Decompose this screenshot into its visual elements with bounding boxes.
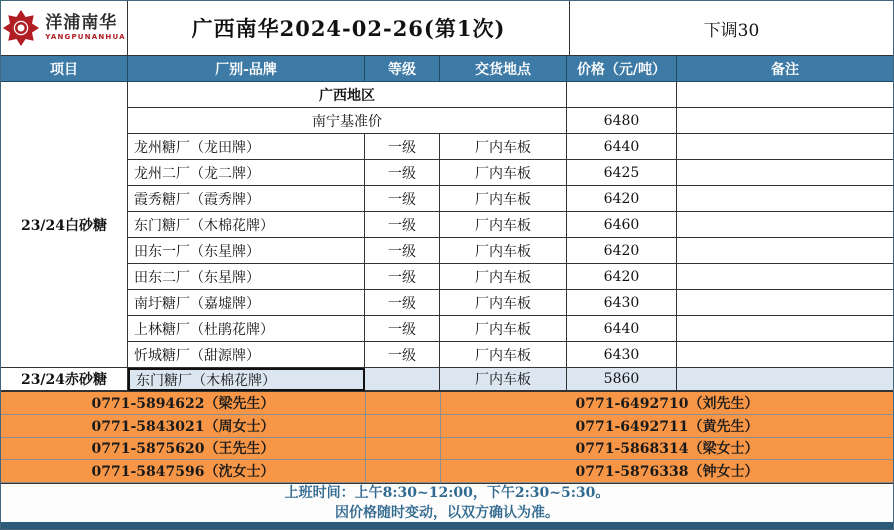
- delivery-cell: 厂内车板: [440, 342, 567, 368]
- contact-spacer: [366, 460, 441, 483]
- region-row-price: [567, 82, 677, 108]
- contact-phone-left: 0771-5894622（梁先生）: [1, 392, 366, 415]
- category-brown-sugar: 23/24赤砂糖: [1, 368, 128, 391]
- price-table: [1, 56, 893, 392]
- working-hours: 上班时间：上午8:30~12:00，下午2:30~5:30。: [284, 485, 610, 501]
- benchmark-price: 6480: [567, 108, 677, 134]
- factory-brand-cell: 南圩糖厂（嘉墟牌）: [128, 290, 365, 316]
- grade-cell: 一级: [365, 134, 440, 160]
- remark-cell: [677, 342, 893, 368]
- benchmark-label: 南宁基准价: [128, 108, 567, 134]
- logo-text: [45, 15, 126, 41]
- factory-brand-cell: 上林糖厂（杜鹃花牌）: [128, 316, 365, 342]
- factory-brand-cell: 东门糖厂（木棉花牌）: [128, 212, 365, 238]
- contact-phone-right: 0771-6492710（刘先生）: [441, 392, 893, 415]
- factory-brand-cell: 田东二厂（东星牌）: [128, 264, 365, 290]
- contact-spacer: [366, 415, 441, 438]
- sheet-title: 广西南华2024-02-26(第1次): [128, 1, 570, 56]
- remark-cell: [677, 160, 893, 186]
- brown-row-grade: [365, 368, 440, 391]
- factory-brand-cell: 龙州二厂（龙二牌）: [128, 160, 365, 186]
- factory-brand-cell: 忻城糖厂（甜源牌）: [128, 342, 365, 368]
- price-cell: 6430: [567, 290, 677, 316]
- price-cell: 6440: [567, 316, 677, 342]
- delivery-cell: 厂内车板: [440, 264, 567, 290]
- delivery-cell: 厂内车板: [440, 160, 567, 186]
- price-cell: 6425: [567, 160, 677, 186]
- title-bar: [1, 1, 893, 56]
- brown-row-remark: [677, 368, 893, 391]
- brown-row-delivery: 厂内车板: [440, 368, 567, 391]
- header-remark: 备注: [677, 56, 893, 82]
- company-logo-icon: [2, 9, 40, 47]
- price-adjustment: 下调30: [570, 1, 893, 56]
- price-cell: 6430: [567, 342, 677, 368]
- benchmark-remark: [677, 108, 893, 134]
- header-price: 价格（元/吨）: [567, 56, 677, 82]
- contact-spacer: [366, 438, 441, 461]
- delivery-cell: 厂内车板: [440, 134, 567, 160]
- header-grade: 等级: [365, 56, 440, 82]
- logo: [1, 1, 128, 56]
- brown-row-price: 5860: [567, 368, 677, 391]
- region-row-label: 广西地区: [128, 82, 567, 108]
- remark-cell: [677, 186, 893, 212]
- contact-phone-left: 0771-5843021（周女士）: [1, 415, 366, 438]
- price-cell: 6440: [567, 134, 677, 160]
- header-project: 项目: [1, 56, 128, 82]
- category-white-sugar: 23/24白砂糖: [1, 82, 128, 368]
- delivery-cell: 厂内车板: [440, 290, 567, 316]
- price-cell: 6420: [567, 186, 677, 212]
- price-cell: 6420: [567, 264, 677, 290]
- delivery-cell: 厂内车板: [440, 316, 567, 342]
- brown-row-brand: 东门糖厂（木棉花牌）: [128, 368, 365, 391]
- contact-phone-right: 0771-5876338（钟女士）: [441, 460, 893, 483]
- price-cell: 6460: [567, 212, 677, 238]
- grade-cell: 一级: [365, 290, 440, 316]
- delivery-cell: 厂内车板: [440, 212, 567, 238]
- factory-brand-cell: 霞秀糖厂（霞秀牌）: [128, 186, 365, 212]
- factory-brand-cell: 田东一厂（东星牌）: [128, 238, 365, 264]
- grade-cell: 一级: [365, 342, 440, 368]
- footer-notes: [1, 484, 893, 522]
- remark-cell: [677, 264, 893, 290]
- contact-phone-right: 0771-6492711（黄先生）: [441, 415, 893, 438]
- factory-brand-cell: 龙州糖厂（龙田牌）: [128, 134, 365, 160]
- contact-phone-right: 0771-5868314（梁女士）: [441, 438, 893, 461]
- contact-phone-left: 0771-5847596（沈女士）: [1, 460, 366, 483]
- remark-cell: [677, 238, 893, 264]
- contact-section: [1, 392, 893, 484]
- header-factory-brand: 厂别-品牌: [128, 56, 365, 82]
- region-row-remark: [677, 82, 893, 108]
- grade-cell: 一级: [365, 212, 440, 238]
- grade-cell: 一级: [365, 160, 440, 186]
- remark-cell: [677, 290, 893, 316]
- contact-spacer: [366, 392, 441, 415]
- company-name-en: YANGPUNANHUA: [45, 33, 126, 41]
- bottom-accent-strip: [1, 522, 893, 530]
- grade-cell: 一级: [365, 316, 440, 342]
- grade-cell: 一级: [365, 238, 440, 264]
- grade-cell: 一级: [365, 186, 440, 212]
- company-name-cn: 洋浦南华: [45, 13, 118, 33]
- remark-cell: [677, 134, 893, 160]
- price-cell: 6420: [567, 238, 677, 264]
- remark-cell: [677, 212, 893, 238]
- remark-cell: [677, 316, 893, 342]
- delivery-cell: 厂内车板: [440, 238, 567, 264]
- contact-phone-left: 0771-5875620（王先生）: [1, 438, 366, 461]
- grade-cell: 一级: [365, 264, 440, 290]
- header-delivery-place: 交货地点: [440, 56, 567, 82]
- delivery-cell: 厂内车板: [440, 186, 567, 212]
- price-disclaimer: 因价格随时变动，以双方确认为准。: [335, 505, 559, 522]
